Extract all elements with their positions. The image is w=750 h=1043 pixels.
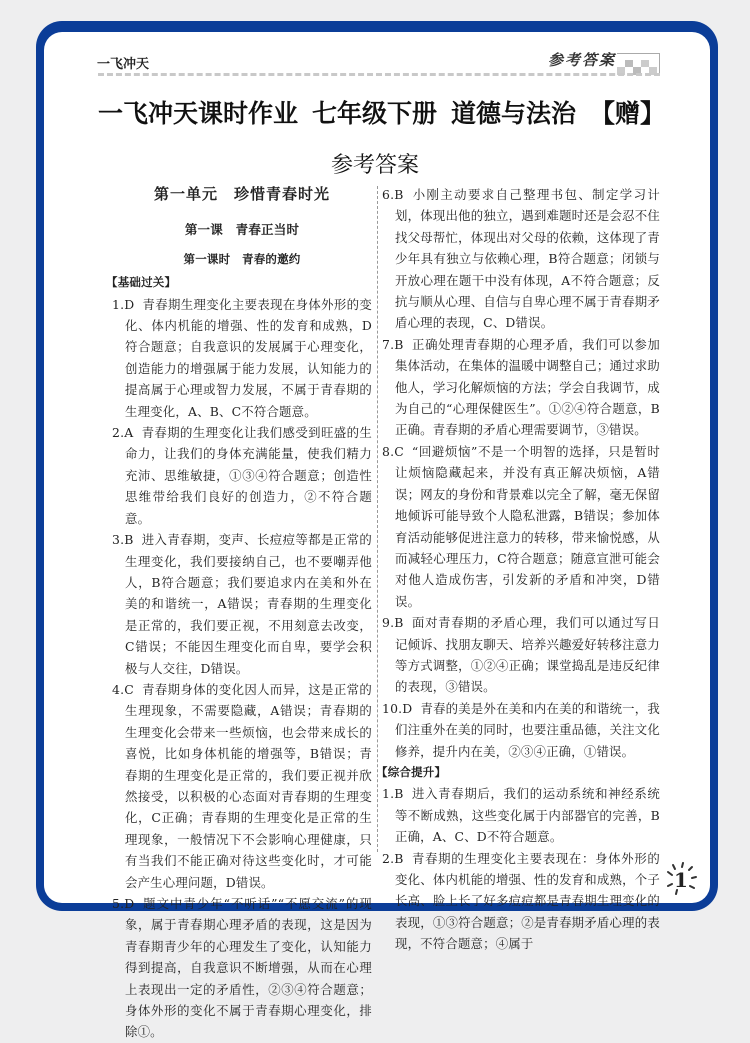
answer-number: 1.D [112,296,135,312]
answer-number: 2.B [382,850,404,866]
answer-text: “回避烦恼”不是一个明智的选择，只是暂时让烦恼隐藏起来，并没有真正解决烦恼，A错误；网友的身份和背景难以完全了解，毫无保留地倾诉可能导致个人隐私泄露，B错误；参加体育活动能够促进注意力的转移，带来愉悦感，从而减轻心理压力，C符合题意；随意宣泄可能会对他人造成伤害，引发新的矛盾和冲突，D错误。 [395,443,660,609]
answer-number: 5.D [112,896,135,911]
answer-item [112,679,372,893]
section-basic: 【基础过关】 [106,275,177,290]
title-subject: 道德与法治 [451,99,577,128]
answer-text: 面对青春期的矛盾心理，我们可以通过写日记倾诉、找朋友聊天、培养兴趣爱好转移注意力等方式调整，①②④正确；课堂捣乱是违反纪律的表现，③错误。 [395,615,660,695]
answer-text: 题文中青少年“不听话”“不愿交流”的现象，属于青春期心理矛盾的表现，这是因为青春期青少年的心理发生了变化，认知能力得到提高，自我意识不断增强，从而在心理上表现出一定的矛盾性，②③④符合题意；身体外形的变化不属于青春期心理变化，排除①。 [125,896,372,1040]
answer-item [382,698,660,762]
answer-number: 4.C [112,681,134,697]
answer-text: 进入青春期，变声、长痘痘等都是正常的生理变化，我们要接纳自己，也不要嘲弄他人，B符合题意；我们要追求内在美和外在美的和谐统一，A错误；青春期的生理变化是正常的，我们要正视，不用刻意去改变，C错误；不能因生理变化而自卑，要学会积极与人交往，D错误。 [125,532,372,676]
document-title [98,94,664,130]
answer-text: 小刚主动要求自己整理书包、制定学习计划，体现出他的独立，遇到难题时还是会忍不住找父母帮忙，体现出对父母的依赖，这体现了青少年具有独立与依赖心理，B符合题意；闭锁与开放心理在题干中没有体现，A不符合题意；反抗与顺从心理、自信与自卑心理不属于青春期矛盾心理的表现，C、D错误。 [395,187,660,331]
answer-item [382,334,660,441]
title-grade: 七年级下册 [312,99,438,128]
answer-item [382,441,660,612]
left-column [106,184,372,1043]
answer-text: 进入青春期后，我们的运动系统和神经系统等不断成熟，这些变化属于内部器官的完善，B正确，A、C、D不符合题意。 [395,786,660,845]
answer-text: 青春期的生理变化让我们感受到旺盛的生命力，让我们的身体充满能量，使我们精力充沛、思维敏捷，①③④符合题意；创造性思维带给我们良好的创造力，②不符合题意。 [125,425,372,526]
page-number-text: 1 [674,868,688,892]
answer-number: 10.D [382,700,413,716]
answer-number: 6.B [382,187,404,202]
lesson-hour-heading: 第一课时 青春的邀约 [183,251,301,266]
answer-text: 青春期生理变化主要表现在身体外形的变化、体内机能的增强、性的发育和成熟，D符合题意；自我意识的发展属于心理变化，创造能力的增强属于能力发展，认知能力的提高属于心理或智力发展，不属于青春期的生理变化，A、B、C不符合题意。 [125,296,372,419]
answer-text: 青春期身体的变化因人而异，这是正常的生理现象，不需要隐藏，A错误；青春期的生理变化会带来一些烦恼，也会带来成长的喜悦，比如身体机能的增强等，B错误；青春期的生理变化是正常的，我们要正视并欣然接受，以积极的心态面对青春期的生理变化，C正确；青春期的生理变化是正常的生理现象，一般情况下不会影响心理健康，只有当我们不能正确对待这些变化时，才可能会产生心理问题，D错误。 [125,681,372,890]
answer-item [382,848,660,955]
answer-number: 1.B [382,786,404,802]
answer-text: 青春期的生理变化主要表现在：身体外形的变化、体内机能的增强、性的发育和成熟，个子长高、脸上长了好多痘痘都是青春期生理变化的表现，①③符合题意；②是青春期矛盾心理的表现，不符合题意；④属于 [395,850,660,952]
answer-item [382,783,660,847]
header-divider [98,73,660,76]
section-label: 参考答案 [548,51,617,69]
answer-number: 3.B [112,532,134,548]
answer-text: 正确处理青春期的心理矛盾，我们可以参加集体活动，在集体的温暖中调整自己；通过求助他人，学习化解烦恼的方法；学会自我调节，成为自己的“心理保健医生”。①②④符合题意，B正确。青春期的矛盾心理需要调节，③错误。 [395,336,660,438]
answer-item [112,422,372,529]
page-subtitle: 参考答案 [330,153,419,178]
answer-text: 青春的美是外在美和内在美的和谐统一，我们注重外在美的同时，也要注重品德，关注文化修养，提升内在美，②③④正确，①错误。 [395,700,660,759]
answer-number: 2.A [112,425,134,441]
answer-number: 9.B [382,615,404,631]
answer-item [382,612,660,698]
advanced-answer-list [382,783,660,954]
answer-item [112,294,372,422]
right-answer-list [382,184,660,762]
title-series: 一飞冲天课时作业 [98,99,299,128]
lesson-heading: 第一课 青春正当时 [184,222,300,238]
answer-item [112,893,372,1043]
right-column [376,184,660,955]
answer-item [382,184,660,334]
answer-number: 7.B [382,336,404,352]
left-answer-list [112,294,372,1043]
column-divider [377,186,378,852]
brand-logo: 一飞冲天 [97,57,150,72]
answer-item [112,529,372,679]
title-tag: 【赠】 [590,99,666,128]
page-number [664,862,698,896]
answer-number: 8.C [382,443,404,459]
section-advanced: 【综合提升】 [376,764,447,779]
unit-heading: 第一单元 珍惜青春时光 [153,185,330,203]
